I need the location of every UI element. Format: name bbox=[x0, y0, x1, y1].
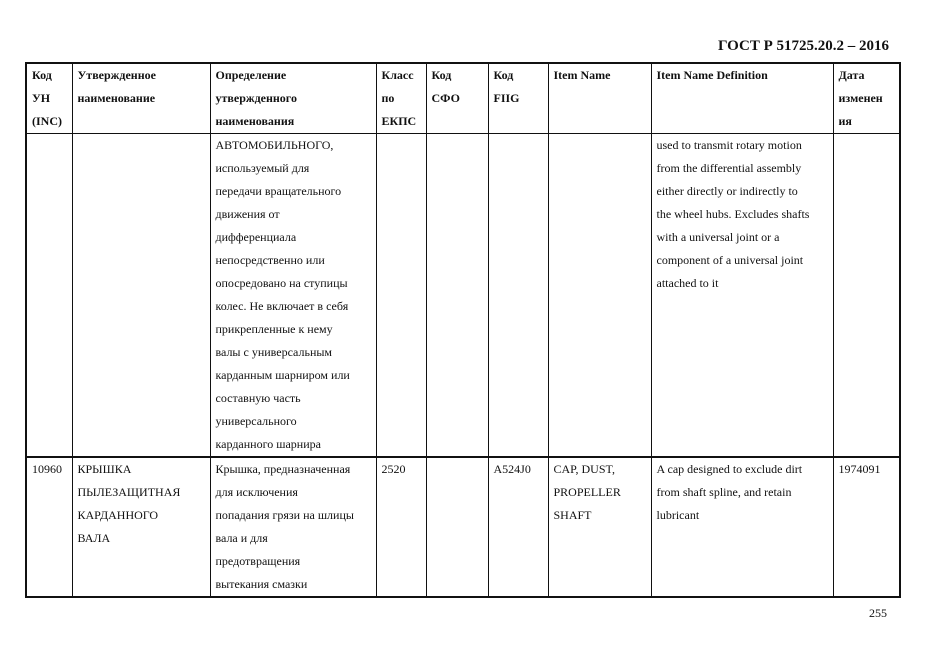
cell-name-ru bbox=[72, 134, 210, 458]
cell-definition-ru: Крышка, предназначенная для исключения попадания грязи на шлицы вала и для предотвращения вытекания смазки bbox=[210, 457, 376, 597]
col-header-approved-name: Утвержденное наименование bbox=[72, 63, 210, 134]
table-row bbox=[26, 457, 900, 597]
cell-sfo bbox=[426, 457, 488, 597]
col-header-date: Дата изменен ия bbox=[833, 63, 900, 134]
catalog-table bbox=[25, 62, 901, 598]
col-header-item-name: Item Name bbox=[548, 63, 651, 134]
col-header-sfo: Код СФО bbox=[426, 63, 488, 134]
cell-date: 1974091 bbox=[833, 457, 900, 597]
col-header-class: Класс по ЕКПС bbox=[376, 63, 426, 134]
cell-definition-en: A cap designed to exclude dirt from shaft spline, and retain lubricant bbox=[651, 457, 833, 597]
cell-definition-ru: АВТОМОБИЛЬНОГО, используемый для передачи вращательного движения от дифференциала непосредственно или опосредовано на ступицы колес. Не включает в себя прикрепленные к нему валы с универсальным карданным шарниром или составную часть универсального карданного шарнира bbox=[210, 134, 376, 458]
table-row-continuation bbox=[26, 134, 900, 458]
col-header-fiig: Код FIIG bbox=[488, 63, 548, 134]
document-header: ГОСТ Р 51725.20.2 – 2016 bbox=[717, 38, 889, 54]
page-number: 255 bbox=[869, 606, 887, 620]
cell-date bbox=[833, 134, 900, 458]
cell-definition-en: used to transmit rotary motion from the differential assembly either directly or indirectly to the wheel hubs. Excludes shafts with a universal joint or a component of a universal joint attached to it bbox=[651, 134, 833, 458]
header-row bbox=[26, 63, 900, 134]
cell-fiig: A524J0 bbox=[488, 457, 548, 597]
cell-class: 2520 bbox=[376, 457, 426, 597]
cell-name-ru: КРЫШКА ПЫЛЕЗАЩИТНАЯ КАРДАННОГО ВАЛА bbox=[72, 457, 210, 597]
cell-fiig bbox=[488, 134, 548, 458]
cell-class bbox=[376, 134, 426, 458]
cell-item-name: CAP, DUST, PROPELLER SHAFT bbox=[548, 457, 651, 597]
col-header-inc: Код УН (INC) bbox=[26, 63, 72, 134]
col-header-item-definition: Item Name Definition bbox=[651, 63, 833, 134]
cell-item-name bbox=[548, 134, 651, 458]
cell-inc: 10960 bbox=[26, 457, 72, 597]
col-header-definition: Определение утвержденного наименования bbox=[210, 63, 376, 134]
cell-inc bbox=[26, 134, 72, 458]
cell-sfo bbox=[426, 134, 488, 458]
